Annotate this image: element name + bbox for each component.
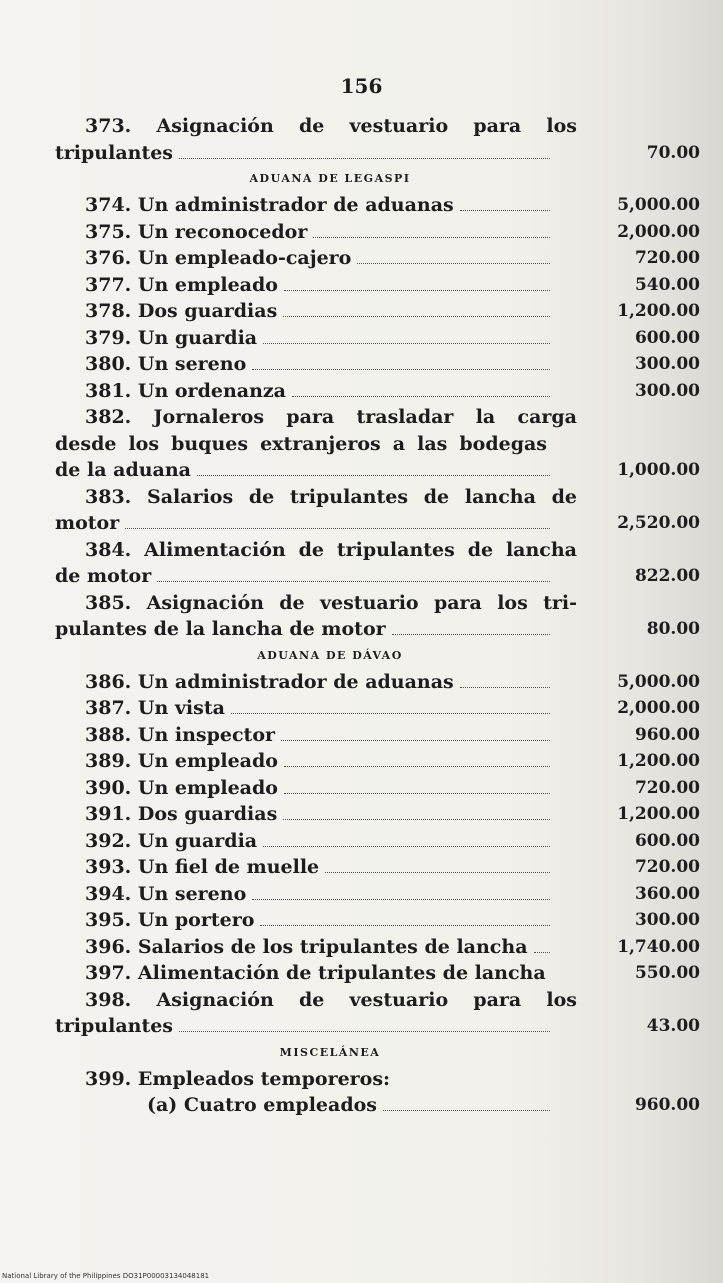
list-item (55, 669, 700, 696)
leader-dots (284, 766, 550, 767)
item-text: 389. Un empleado (85, 750, 278, 772)
item-amount: 5,000.00 (617, 195, 700, 215)
list-item (55, 881, 700, 908)
list-item-continuation (55, 1013, 700, 1040)
list-item (55, 748, 700, 775)
leader-dots (260, 925, 550, 926)
item-text: 383. Salarios de tripulantes de lancha de (85, 485, 577, 508)
item-amount: 600.00 (634, 327, 700, 348)
leader-dots (357, 263, 550, 264)
leader-dots (283, 819, 550, 820)
list-item (55, 192, 700, 219)
item-amount: 2,520.00 (617, 513, 700, 533)
list-item (55, 828, 700, 855)
item-text: 395. Un portero (85, 909, 255, 931)
item-text: 399. Empleados temporeros: (85, 1067, 391, 1090)
list-item (55, 113, 700, 140)
leader-dots (179, 158, 550, 159)
item-text: tripulantes (55, 1015, 174, 1037)
item-text: 392. Un guardia (85, 829, 258, 852)
leader-dots (281, 740, 550, 741)
item-text: 394. Un sereno (85, 882, 247, 905)
list-item (55, 854, 700, 881)
item-text: 376. Un empleado-cajero (85, 247, 352, 269)
item-amount: 2,000.00 (617, 221, 700, 242)
leader-dots (231, 713, 550, 714)
item-amount: 43.00 (646, 1016, 700, 1036)
leader-dots (263, 343, 550, 344)
list-item (55, 695, 700, 722)
list-item (55, 351, 700, 378)
item-amount: 360.00 (634, 883, 700, 904)
item-text: 386. Un administrador de aduanas (85, 670, 454, 693)
list-item (55, 960, 700, 987)
item-amount: 1,200.00 (617, 804, 700, 824)
item-amount: 720.00 (634, 248, 700, 268)
leader-dots (179, 1031, 550, 1032)
list-item (55, 484, 700, 511)
item-text: desde los buques extranjeros a las bodegas (55, 432, 547, 455)
item-text: 379. Un guardia (85, 326, 258, 349)
item-text: 393. Un fiel de muelle (85, 856, 320, 878)
list-item-continuation (55, 510, 700, 537)
item-amount: 5,000.00 (617, 671, 700, 692)
list-item (55, 404, 700, 431)
item-amount: 720.00 (634, 857, 700, 877)
item-text: de la aduana (55, 459, 191, 481)
item-text: 384. Alimentación de tripulantes de lancha (85, 538, 577, 561)
leader-dots (460, 687, 550, 688)
item-amount: 960.00 (634, 1095, 700, 1115)
item-amount: 1,000.00 (617, 460, 700, 480)
list-item-continuation (55, 563, 700, 590)
leader-dots (313, 237, 550, 238)
item-text: 375. Un reconocedor (85, 220, 308, 243)
item-amount: 80.00 (646, 619, 700, 639)
item-text: 388. Un inspector (85, 723, 276, 746)
list-item (55, 907, 700, 934)
list-item (55, 1066, 700, 1093)
list-item (55, 537, 700, 564)
item-amount: 1,740.00 (617, 936, 700, 957)
item-text: 380. Un sereno (85, 353, 247, 375)
item-amount: 720.00 (634, 777, 700, 798)
scan-footer: National Library of the Philippines DO31P00003134048181 (2, 1272, 210, 1280)
item-amount: 70.00 (646, 142, 700, 163)
item-text: 374. Un administrador de aduanas (85, 194, 454, 216)
item-amount: 2,000.00 (617, 698, 700, 718)
list-item-continuation (55, 616, 700, 643)
item-amount: 600.00 (634, 830, 700, 851)
item-text: tripulantes (55, 141, 174, 164)
leader-dots (125, 528, 550, 529)
list-item (55, 378, 700, 405)
list-item (55, 934, 700, 961)
item-text: pulantes de la lancha de motor (55, 618, 386, 640)
list-item-continuation (55, 140, 700, 167)
item-text: (a) Cuatro empleados (147, 1094, 377, 1116)
item-text: 381. Un ordenanza (85, 379, 286, 402)
list-item (55, 245, 700, 272)
section-heading: ADUANA DE LEGASPI (249, 172, 411, 185)
list-item-continuation (55, 431, 700, 458)
list-item (55, 801, 700, 828)
leader-dots (460, 210, 550, 211)
item-amount: 1,200.00 (617, 751, 700, 771)
item-amount: 550.00 (634, 963, 700, 983)
item-amount: 300.00 (634, 354, 700, 374)
list-item (55, 775, 700, 802)
leader-dots (284, 290, 550, 291)
leader-dots (392, 634, 550, 635)
item-amount: 540.00 (634, 274, 700, 295)
leader-dots (383, 1110, 550, 1111)
leader-dots (534, 952, 550, 953)
list-item (55, 298, 700, 325)
page-number: 156 (340, 74, 383, 98)
list-item (55, 722, 700, 749)
section-heading: MISCELÁNEA (279, 1045, 381, 1059)
list-item (55, 987, 700, 1014)
item-amount: 1,200.00 (617, 301, 700, 321)
item-text: 378. Dos guardias (85, 300, 278, 322)
item-text: de motor (55, 565, 152, 587)
item-text: 398. Asignación de vestuario para los (85, 988, 577, 1011)
list-item-continuation (55, 457, 700, 484)
leader-dots (283, 316, 550, 317)
section-heading: ADUANA DE DÁVAO (257, 648, 403, 662)
item-text: 373. Asignación de vestuario para los (85, 115, 577, 137)
item-text: 390. Un empleado (85, 776, 278, 799)
item-text: 387. Un vista (85, 697, 225, 719)
item-text: 385. Asignación de vestuario para los tri- (85, 591, 577, 614)
item-amount: 960.00 (634, 724, 700, 745)
leader-dots (292, 396, 550, 397)
leader-dots (284, 793, 550, 794)
leader-dots (263, 846, 550, 847)
item-text: 397. Alimentación de tripulantes de lancha (85, 962, 546, 984)
item-text: 382. Jornaleros para trasladar la carga (85, 406, 577, 428)
list-item (55, 590, 700, 617)
leader-dots (157, 581, 550, 582)
list-item (55, 1092, 700, 1119)
item-text: 396. Salarios de los tripulantes de lancha (85, 935, 528, 958)
leader-dots (252, 369, 550, 370)
list-item (55, 219, 700, 246)
leader-dots (252, 899, 550, 900)
leader-dots (325, 872, 550, 873)
item-amount: 300.00 (634, 910, 700, 930)
item-amount: 822.00 (634, 566, 700, 586)
list-item (55, 272, 700, 299)
item-text: 391. Dos guardias (85, 803, 278, 825)
item-text: motor (55, 512, 120, 534)
list-item (55, 325, 700, 352)
budget-list (55, 113, 700, 1119)
leader-dots (197, 475, 550, 476)
item-amount: 300.00 (634, 380, 700, 401)
item-text: 377. Un empleado (85, 273, 278, 296)
